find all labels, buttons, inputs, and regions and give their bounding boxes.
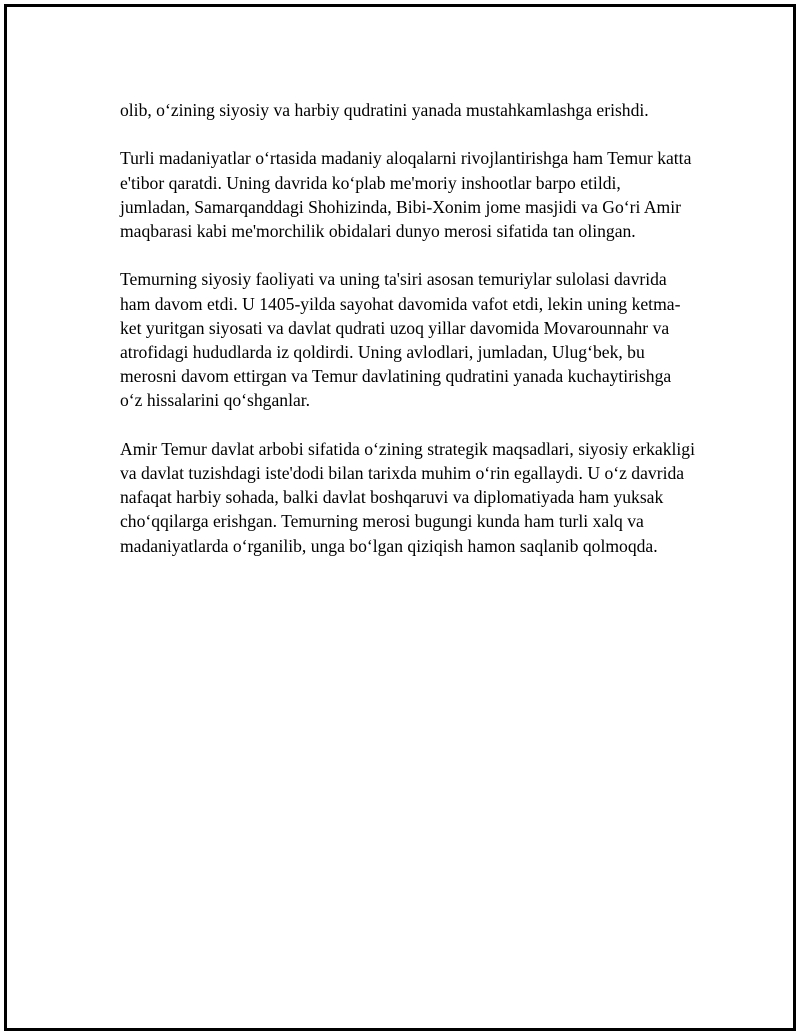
paragraph-legacy: Temurning siyosiy faoliyati va uning ta'siri asosan temuriylar sulolasi davrida ham davom etdi. U 1405-yilda sayohat davomida vafot etdi, lekin uning ketma-ket yuritgan siyosati va davlat qudrati uzoq yillar davomida Movarounnahr va atrofidagi hududlarda iz qoldirdi. Uning avlodlari, jumladan, Ulug‘bek, bu merosni davom ettirgan va Temur davlatining qudratini yanada kuchaytirishga o‘z hissalarini qo‘shganlar. — [120, 269, 681, 411]
paragraph-conclusion: Amir Temur davlat arbobi sifatida o‘zining strategik maqsadlari, siyosiy erkakligi va davlat tuzishdagi iste'dodi bilan tarixda muhim o‘rin egallaydi. U o‘z davrida nafaqat harbiy sohada, balki davlat boshqaruvi va diplomatiyada ham yuksak cho‘qqilarga erishgan. Temurning merosi bugungi kunda ham turli xalq va madaniyatlarda o‘rganilib, unga bo‘lgan qiziqish hamon saqlanib qolmoqda. — [120, 438, 695, 556]
paragraph-culture: Turli madaniyatlar o‘rtasida madaniy aloqalarni rivojlantirishga ham Temur katta e'tibor qaratdi. Uning davrida ko‘plab me'moriy inshootlar barpo etildi, jumladan, Samarqanddagi Shohizinda, Bibi-Xonim jome masjidi va Go‘ri Amir maqbarasi kabi me'morchilik obidalari dunyo merosi sifatida tan olingan. — [120, 148, 692, 241]
paragraph-continuation: olib, o‘zining siyosiy va harbiy qudratini yanada mustahkamlashga erishdi. — [120, 100, 649, 120]
page-frame — [4, 4, 796, 1031]
page-body — [120, 98, 695, 582]
